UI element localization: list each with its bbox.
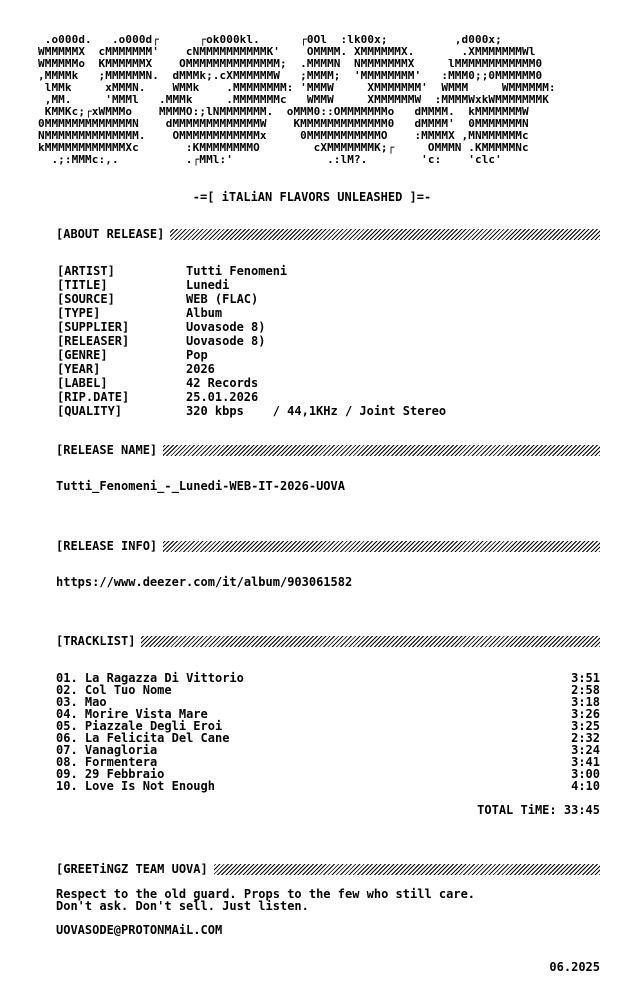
track-duration: 3:26 [571, 707, 600, 721]
track-number: 01. [56, 671, 78, 685]
track-duration: 3:24 [571, 743, 600, 757]
release-field-row [56, 320, 447, 334]
track-name: La Ragazza Di Vittorio [84, 671, 244, 685]
greetings-line: Respect to the old guard. Props to the few who still care. [56, 887, 476, 901]
release-field-key: [ARTIST] [57, 264, 115, 278]
total-time-value: 33:45 [563, 803, 600, 817]
track-duration: 3:51 [571, 671, 600, 685]
release-info-url[interactable]: https://www.deezer.com/it/album/903061582 [56, 575, 353, 589]
release-field-row [56, 292, 447, 306]
total-time-label: TOTAL TiME: [477, 803, 557, 817]
greetings-divider [214, 864, 600, 875]
track-number: 09. [56, 767, 78, 781]
track-row [56, 780, 600, 792]
release-name-divider [163, 445, 600, 456]
release-field-key: [TITLE] [57, 278, 108, 292]
track-name: Vanagloria [84, 743, 158, 757]
release-field-value: WEB (FLAC) [186, 292, 259, 306]
release-field-value: 25.01.2026 [186, 390, 259, 404]
release-info-header [56, 539, 600, 553]
contact-email[interactable]: UOVASODE@PROTONMAiL.COM [56, 923, 223, 937]
track-number: 03. [56, 695, 78, 709]
track-number: 08. [56, 755, 78, 769]
track-number: 07. [56, 743, 78, 757]
release-field-key: [YEAR] [57, 362, 101, 376]
release-info-divider [163, 541, 600, 552]
track-name: Piazzale Degli Eroi [84, 719, 223, 733]
release-field-value: Lunedi [186, 278, 230, 292]
release-field-row [56, 264, 447, 278]
release-field-key: [SUPPLIER] [57, 320, 130, 334]
release-field-value: 2026 [186, 362, 215, 376]
track-name: Mao [84, 695, 107, 709]
release-details-table [56, 264, 447, 418]
about-release-divider [170, 229, 600, 240]
release-field-row [56, 278, 447, 292]
track-name: Love Is Not Enough [84, 779, 215, 793]
tracklist-header [56, 634, 600, 648]
release-field-value: Uovasode 8) [186, 334, 266, 348]
release-name-value: Tutti_Fenomeni_-_Lunedi-WEB-IT-2026-UOVA [56, 479, 345, 493]
track-duration: 2:32 [571, 731, 600, 745]
track-number: 04. [56, 707, 78, 721]
track-number: 05. [56, 719, 78, 733]
tracklist-divider [141, 636, 600, 647]
release-info-label: [RELEASE INFO] [56, 539, 158, 553]
track-name: Col Tuo Nome [84, 683, 172, 697]
track-name: 29 Febbraio [84, 767, 165, 781]
tagline: -=[ iTALiAN FLAVORS UNLEASHED ]=- [192, 190, 432, 204]
track-name: Morire Vista Mare [84, 707, 208, 721]
release-field-row [56, 404, 447, 418]
release-field-value: Uovasode 8) [186, 320, 266, 334]
track-duration: 4:10 [571, 779, 600, 793]
about-release-label: [ABOUT RELEASE] [56, 227, 165, 241]
release-field-key: [SOURCE] [57, 292, 115, 306]
release-field-key: [GENRE] [57, 348, 108, 362]
release-field-row [56, 362, 447, 376]
ascii-art-logo: .o000d. .o000d┌ ┌ok000kl. ┌0Ol :lk00x; ,d000x; WMMMMMX cMMMMMMM' cNMMMMMMMMMMK' OMMMM. XMMMMMMX. .XMMMMMMMWl WMMMMMo KMMMMMMX OMMMMMMMMMMMMMM; .MMMMN NMMMMMMMX lMMMMMMMMMMMM0 ,MMMMk ;MMMMMMN. dMMMk;.cXMMMMMMW ;MMMM; 'MMMMMMMM' :MMM0;;0MMMMMM0 lMMk xMMMN. WMMk .MMMMMMMM: 'MMMW XMMMMMMM' WMMM WMMMMMM: ,MM. 'MMMl .MMMk .MMMMMMMc WMMW XMMMMMMW :MMMMWxkWMMMMMMMK KMMKc;┌xWMMMo MMMMO:;lNMMMMMMM. oMMM0::OMMMMMMMo dMMMM. kMMMMMMMW 0MMMMMMMMMMMMMN dMMMMMMMMMMMMMW KMMMMMMMMMMMMM0 dMMMM' 0MMMMMMMN NMMMMMMMMMMMMMM. OMMMMMMMMMMMMx 0MMMMMMMMMMMO :MMMMX ,MNMMMMMMc kMMMMMMMMMMMMXc :KMMMMMMMMO cXMMMMMMMK;┌ OMMMN .KMMMMMNc .;:MMMc:,. .┌MMl:' .:lM?. 'c: 'clc' [38, 33, 556, 166]
tracklist [56, 672, 600, 792]
release-field-value: Pop [186, 348, 208, 362]
greetings-header [56, 862, 600, 876]
track-number: 10. [56, 779, 78, 793]
release-name-header [56, 443, 600, 457]
greetings-label: [GREETiNGZ TEAM UOVA] [56, 862, 208, 876]
track-duration: 2:58 [571, 683, 600, 697]
track-duration: 3:00 [571, 767, 600, 781]
track-duration: 3:41 [571, 755, 600, 769]
release-field-key: [LABEL] [57, 376, 108, 390]
track-duration: 3:25 [571, 719, 600, 733]
tracklist-label: [TRACKLIST] [56, 634, 136, 648]
greetings-line: Don't ask. Don't sell. Just listen. [56, 899, 309, 913]
release-field-key: [RIP.DATE] [57, 390, 130, 404]
about-release-header [56, 227, 600, 241]
release-field-key: [RELEASER] [57, 334, 130, 348]
track-duration: 3:18 [571, 695, 600, 709]
track-name: Formentera [84, 755, 158, 769]
release-field-key: [TYPE] [57, 306, 101, 320]
track-number: 02. [56, 683, 78, 697]
track-name: La Felicita Del Cane [84, 731, 230, 745]
release-field-value: 320 kbps / 44,1KHz / Joint Stereo [186, 404, 447, 418]
track-row [56, 684, 600, 696]
release-field-value: 42 Records [186, 376, 259, 390]
release-field-value: Tutti Fenomeni [186, 264, 288, 278]
release-field-row [56, 390, 447, 404]
release-field-row [56, 348, 447, 362]
greetings-body [56, 888, 475, 936]
track-title [56, 780, 215, 792]
release-name-label: [RELEASE NAME] [56, 443, 158, 457]
footer-date: 06.2025 [549, 960, 600, 974]
release-field-key: [QUALITY] [57, 404, 123, 418]
release-field-value: Album [186, 306, 223, 320]
track-number: 06. [56, 731, 78, 745]
release-field-row [56, 334, 447, 348]
total-time [477, 803, 600, 817]
release-field-row [56, 306, 447, 320]
release-field-row [56, 376, 447, 390]
